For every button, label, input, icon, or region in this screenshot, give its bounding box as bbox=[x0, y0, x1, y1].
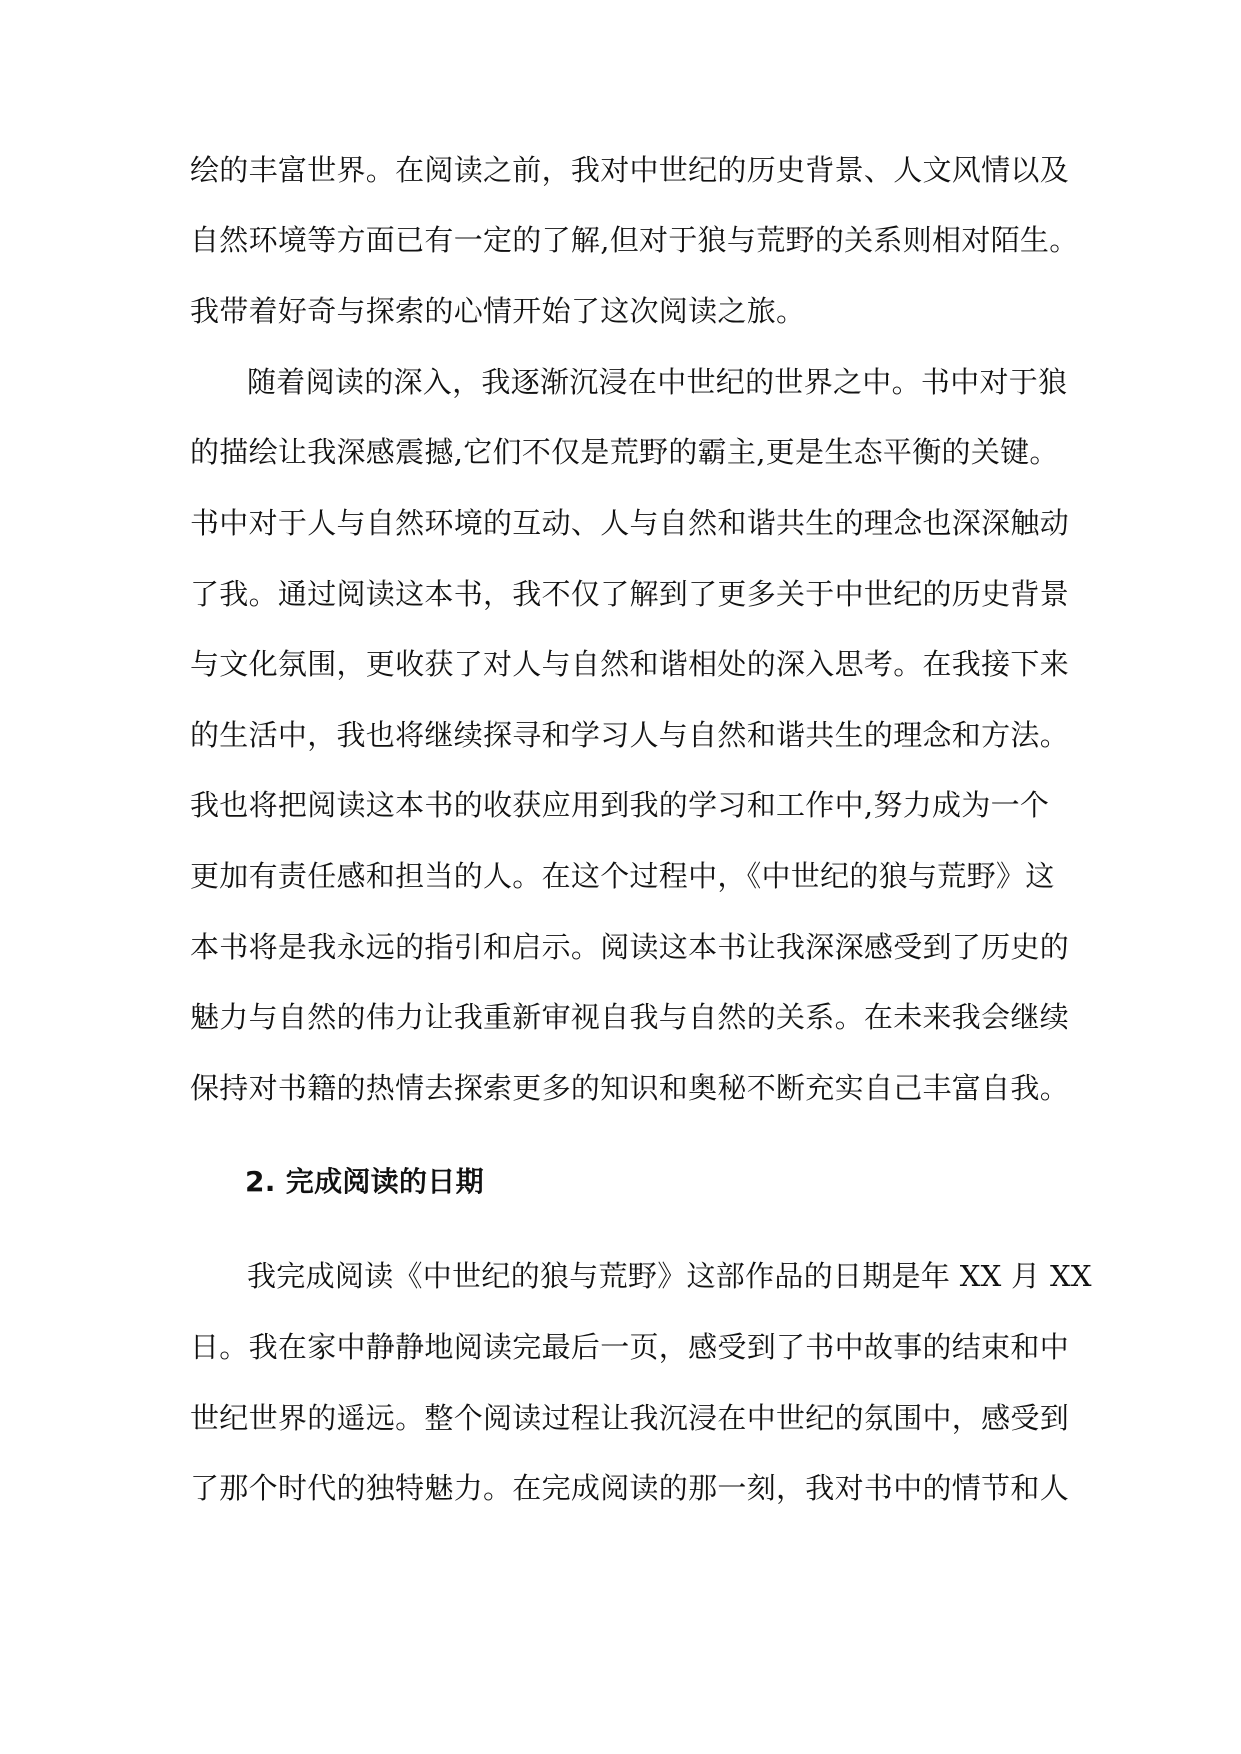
paragraph-line: 了我。通过阅读这本书，我不仅了解到了更多关于中世纪的历史背景 bbox=[190, 577, 1070, 611]
paragraph-line: 随着阅读的深入，我逐渐沉浸在中世纪的世界之中。书中对于狼 bbox=[247, 365, 1068, 399]
paragraph-line: 与文化氛围，更收获了对人与自然和谐相处的深入思考。在我接下来 bbox=[190, 647, 1070, 681]
paragraph-line: 世纪世界的遥远。整个阅读过程让我沉浸在中世纪的氛围中，感受到 bbox=[190, 1401, 1070, 1435]
paragraph-line: 更加有责任感和担当的人。在这个过程中，《中世纪的狼与荒野》这 bbox=[190, 859, 1055, 893]
section-heading: 2. 完成阅读的日期 bbox=[245, 1165, 484, 1198]
paragraph-line: 日。我在家中静静地阅读完最后一页，感受到了书中故事的结束和中 bbox=[190, 1330, 1070, 1364]
paragraph-line: 魅力与自然的伟力让我重新审视自我与自然的关系。在未来我会继续 bbox=[190, 1000, 1070, 1034]
paragraph-line: 的描绘让我深感震撼,它们不仅是荒野的霸主,更是生态平衡的关键。 bbox=[190, 435, 1059, 469]
paragraph-line: 我也将把阅读这本书的收获应用到我的学习和工作中,努力成为一个 bbox=[190, 788, 1050, 822]
paragraph-line: 我完成阅读《中世纪的狼与荒野》这部作品的日期是年 XX 月 XX bbox=[247, 1259, 1092, 1293]
paragraph-line: 的生活中，我也将继续探寻和学习人与自然和谐共生的理念和方法。 bbox=[190, 718, 1070, 752]
paragraph-line: 本书将是我永远的指引和启示。阅读这本书让我深深感受到了历史的 bbox=[190, 930, 1070, 964]
paragraph-line: 书中对于人与自然环境的互动、人与自然和谐共生的理念也深深触动 bbox=[190, 506, 1070, 540]
paragraph-line: 自然环境等方面已有一定的了解,但对于狼与荒野的关系则相对陌生。 bbox=[190, 223, 1079, 257]
paragraph-line: 绘的丰富世界。在阅读之前，我对中世纪的历史背景、人文风情以及 bbox=[190, 153, 1070, 187]
paragraph-line: 我带着好奇与探索的心情开始了这次阅读之旅。 bbox=[190, 294, 806, 328]
paragraph-line: 保持对书籍的热情去探索更多的知识和奥秘不断充实自己丰富自我。 bbox=[190, 1071, 1070, 1105]
paragraph-line: 了那个时代的独特魅力。在完成阅读的那一刻，我对书中的情节和人 bbox=[190, 1471, 1070, 1505]
